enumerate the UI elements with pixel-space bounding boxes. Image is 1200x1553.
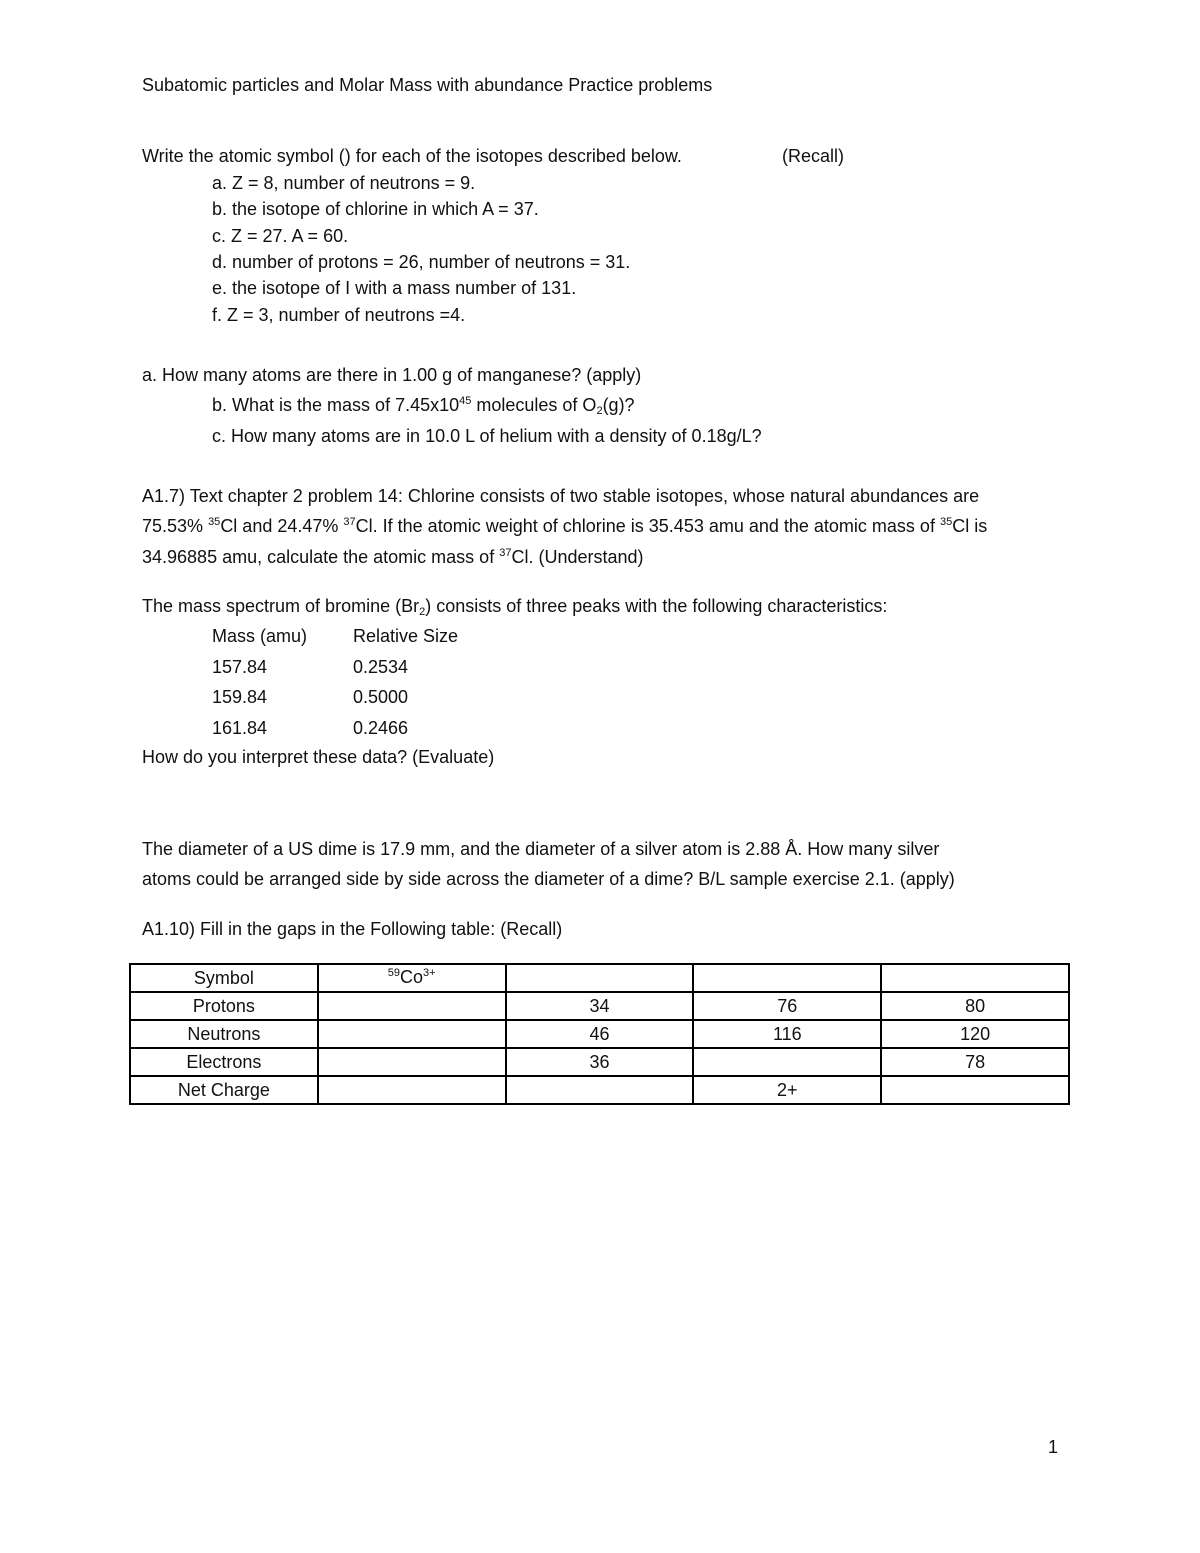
cobalt-symbol-cell [318,964,506,992]
q4-mass: 161.84 [212,718,268,738]
table-cell: 2+ [693,1076,881,1104]
q1-item: c. Z = 27. A = 60. [212,226,349,246]
q4-size: 0.5000 [353,687,409,707]
blank-cell[interactable] [693,964,881,992]
q4-intro [142,595,887,617]
row-label: Protons [130,992,318,1020]
table-row [130,992,1069,1020]
q1-item: e. the isotope of I with a mass number of 131. [212,278,577,298]
q2-b-exp: 45 [459,395,472,407]
table-cell: 36 [506,1048,694,1076]
blank-cell[interactable] [318,1048,506,1076]
table-cell: 116 [693,1020,881,1048]
blank-cell[interactable] [318,992,506,1020]
q4-intro-b: ) consists of three peaks with the following characteristics: [425,596,888,616]
q3-line3 [142,546,644,568]
q2-b-pre: b. What is the mass of 7.45x10 [212,395,460,415]
q3-text1: Cl and 24.47% [220,516,344,536]
blank-cell[interactable] [318,1076,506,1104]
row-label: Electrons [130,1048,318,1076]
q3-text2: Cl. If the atomic weight of chlorine is 35.453 amu and the atomic mass of [355,516,940,536]
q1-item: d. number of protons = 26, number of neutrons = 31. [212,252,631,272]
q2-b-post: (g)? [602,395,635,415]
q4-intro-sub: 2 [419,606,426,618]
q6-prompt: A1.10) Fill in the gaps in the Following table: (Recall) [142,919,563,939]
fill-in-table [129,963,1070,1105]
q4-col-mass: Mass (amu) [212,626,308,646]
q2-b-mid: molecules of O [471,395,597,415]
table-cell: 120 [881,1020,1069,1048]
q1-prompt: Write the atomic symbol () for each of the isotopes described below. [142,146,682,166]
q1-item: f. Z = 3, number of neutrons =4. [212,305,466,325]
q2-b [212,394,635,416]
table-cell: 46 [506,1020,694,1048]
table-cell[interactable] [506,1076,694,1104]
row-label: Symbol [130,964,318,992]
q4-size: 0.2534 [353,657,409,677]
q4-mass: 157.84 [212,657,268,677]
q3-text4: 34.96885 amu, calculate the atomic mass of [142,547,500,567]
q5-line2: atoms could be arranged side by side across the diameter of a dime? B/L sample exercise 2.1. (apply) [142,869,955,889]
row-label: Neutrons [130,1020,318,1048]
page-title: Subatomic particles and Molar Mass with abundance Practice problems [142,75,713,95]
table-row [130,1020,1069,1048]
table-cell: 76 [693,992,881,1020]
q4-intro-a: The mass spectrum of bromine (Br [142,596,420,616]
page-number: 1 [1048,1437,1059,1457]
table-cell: 78 [881,1048,1069,1076]
q2-b-sub: 2 [596,405,603,417]
ion-charge: 3+ [423,967,436,979]
q3-sup37b: 37 [499,547,512,559]
q3-line2 [142,515,987,537]
blank-cell[interactable] [318,1020,506,1048]
q2-c: c. How many atoms are in 10.0 L of helium with a density of 0.18g/L? [212,426,762,446]
q3-sup35b: 35 [939,516,953,528]
table-row [130,1076,1069,1104]
row-label: Net Charge [130,1076,318,1104]
q4-col-size: Relative Size [353,626,459,646]
q4-question: How do you interpret these data? (Evaluate) [142,747,495,767]
element-symbol: Co [400,967,424,987]
table-row [130,1048,1069,1076]
blank-cell[interactable] [506,964,694,992]
q3-sup37: 37 [343,516,356,528]
table-cell[interactable] [693,1048,881,1076]
blank-cell[interactable] [881,964,1069,992]
q3-sup35: 35 [208,516,221,528]
q3-pct1: 75.53% [142,516,209,536]
q2-a: a. How many atoms are there in 1.00 g of manganese? (apply) [142,365,642,385]
q4-size: 0.2466 [353,718,409,738]
q1-item: b. the isotope of chlorine in which A = 37. [212,199,539,219]
table-row [130,964,1069,992]
q3-text3: Cl is [952,516,988,536]
q1-item: a. Z = 8, number of neutrons = 9. [212,173,476,193]
mass-number: 59 [387,967,401,979]
q3-line1: A1.7) Text chapter 2 problem 14: Chlorine consists of two stable isotopes, whose natural abundances are [142,486,980,506]
q3-text5: Cl. (Understand) [511,547,644,567]
table-cell: 34 [506,992,694,1020]
q5-line1: The diameter of a US dime is 17.9 mm, and the diameter of a silver atom is 2.88 Å. How many silver [142,839,940,859]
q1-tag: (Recall) [782,146,845,166]
table-cell[interactable] [881,1076,1069,1104]
q4-mass: 159.84 [212,687,268,707]
table-cell: 80 [881,992,1069,1020]
